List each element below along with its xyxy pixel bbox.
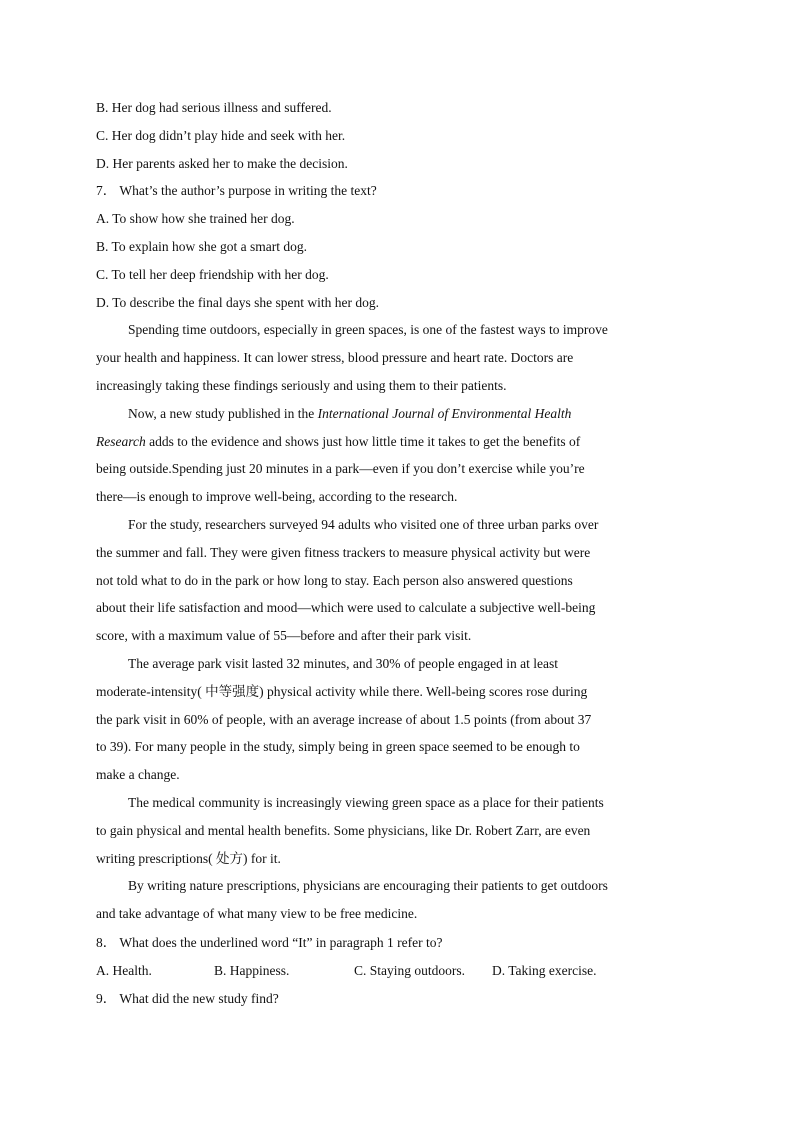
paragraph-5	[96, 789, 696, 872]
p3-line-4: about their life satisfaction and mood—which were used to calculate a subjective well-being	[96, 600, 596, 616]
paragraph-2	[96, 400, 696, 511]
p5-line-2: to gain physical and mental health benefits. Some physicians, like Dr. Robert Zarr, are even	[96, 822, 591, 838]
q9-question: 9． What did the new study find?	[96, 990, 279, 1006]
document-page	[96, 94, 696, 1012]
p4-line-5: make a change.	[96, 767, 180, 783]
q6-option-d: D. Her parents asked her to make the decision.	[96, 155, 348, 171]
q8-option-d: D. Taking exercise.	[492, 962, 597, 978]
q7-option-d: D. To describe the final days she spent with her dog.	[96, 294, 379, 310]
journal-title-part-1: International Journal of Environmental Health	[317, 405, 572, 421]
p2-line-1	[96, 400, 696, 428]
q6-option-c: C. Her dog didn’t play hide and seek with her.	[96, 127, 346, 143]
p3-line-2: the summer and fall. They were given fitness trackers to measure physical activity but were	[96, 544, 591, 560]
p3-line-3: not told what to do in the park or how long to stay. Each person also answered questions	[96, 572, 573, 588]
q8-option-c: C. Staying outdoors.	[354, 962, 466, 978]
paragraph-6	[96, 872, 696, 928]
q6-option-b: B. Her dog had serious illness and suffered.	[96, 100, 332, 115]
p4-line-2: moderate-intensity( 中等强度) physical activity while there. Well-being scores rose during	[96, 683, 588, 699]
p4-line-4: to 39). For many people in the study, simply being in green space seemed to be enough to	[96, 739, 580, 755]
paragraph-1	[96, 316, 696, 399]
question-7	[96, 177, 696, 316]
p2-line-2	[96, 428, 696, 456]
q8-option-a: A. Health.	[96, 962, 152, 978]
p2-line-1-text: Now, a new study published in the	[128, 405, 318, 421]
p6-line-1: By writing nature prescriptions, physicians are encouraging their patients to get outdoors	[128, 878, 608, 894]
p5-line-3: writing prescriptions( 处方) for it.	[96, 850, 281, 866]
p1-line-1: Spending time outdoors, especially in green spaces, is one of the fastest ways to improve	[128, 322, 608, 338]
q7-option-a: A. To show how she trained her dog.	[96, 211, 295, 227]
p6-line-2: and take advantage of what many view to be free medicine.	[96, 906, 418, 922]
question-9	[96, 985, 696, 1013]
q6-options	[96, 94, 696, 177]
p5-line-1: The medical community is increasingly viewing green space as a place for their patients	[128, 794, 604, 810]
p3-line-1: For the study, researchers surveyed 94 adults who visited one of three urban parks over	[128, 516, 599, 532]
p3-line-5: score, with a maximum value of 55—before and after their park visit.	[96, 628, 472, 644]
paragraph-4	[96, 650, 696, 789]
p4-line-1: The average park visit lasted 32 minutes, and 30% of people engaged in at least	[128, 655, 558, 671]
q7-option-c: C. To tell her deep friendship with her dog.	[96, 266, 329, 282]
q7-option-b: B. To explain how she got a smart dog.	[96, 238, 308, 254]
q8-options	[96, 957, 696, 985]
p2-line-3: being outside.Spending just 20 minutes in a park—even if you don’t exercise while you’re	[96, 461, 585, 477]
q8-question: 8． What does the underlined word “It” in paragraph 1 refer to?	[96, 934, 443, 950]
reading-passage	[96, 316, 696, 928]
journal-title-part-2: Research	[96, 433, 146, 449]
p1-line-2: your health and happiness. It can lower stress, blood pressure and heart rate. Doctors are	[96, 350, 574, 366]
question-8	[96, 929, 696, 985]
p1-line-3: increasingly taking these findings seriously and using them to their patients.	[96, 377, 507, 393]
q8-option-b: B. Happiness.	[214, 962, 290, 978]
p2-line-4: there—is enough to improve well-being, according to the research.	[96, 489, 458, 505]
paragraph-3	[96, 511, 696, 650]
q7-question: 7． What’s the author’s purpose in writing the text?	[96, 183, 377, 199]
p4-line-3: the park visit in 60% of people, with an average increase of about 1.5 points (from about 37	[96, 711, 592, 727]
p2-line-2-text: adds to the evidence and shows just how little time it takes to get the benefits of	[145, 433, 581, 449]
